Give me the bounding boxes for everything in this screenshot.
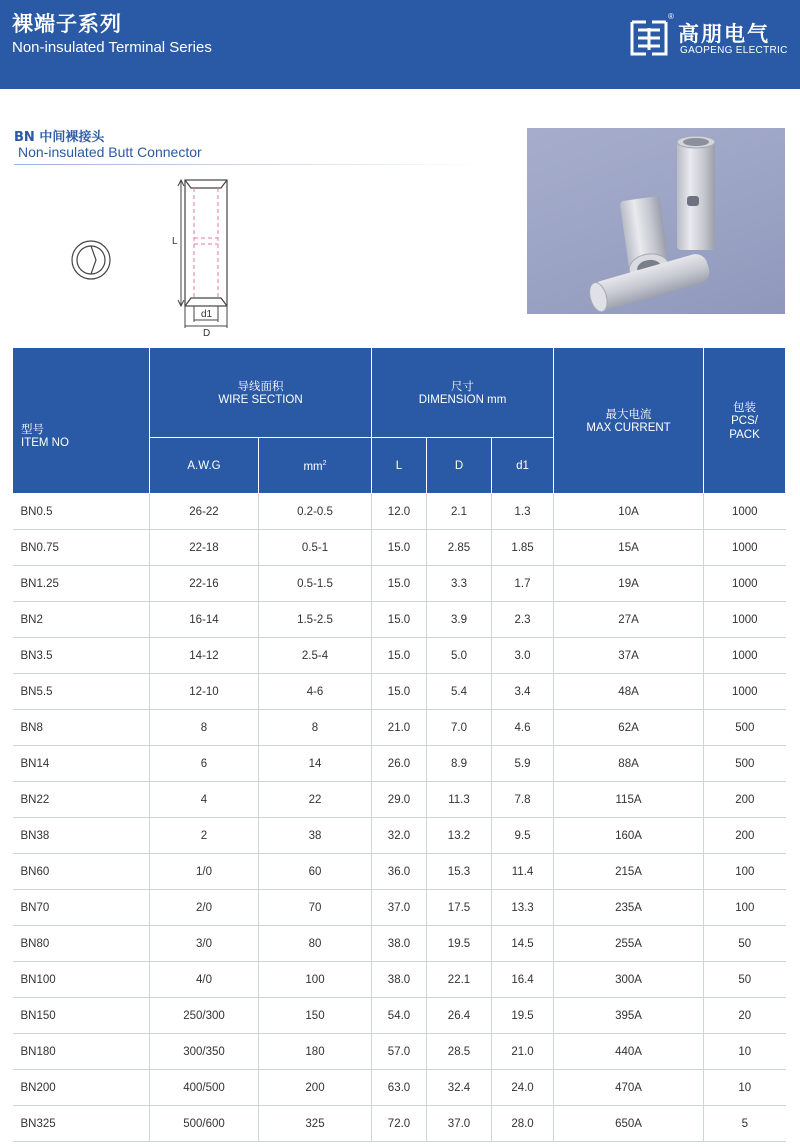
cell-mm2: 8	[259, 710, 372, 746]
cell-pack-qty: 1000	[704, 530, 786, 566]
cell-mm2: 2.5-4	[259, 638, 372, 674]
cell-awg: 2/0	[150, 890, 259, 926]
table-row	[13, 710, 786, 746]
header-d1: d1	[492, 438, 554, 494]
cell-mm2: 80	[259, 926, 372, 962]
cell-awg: 26-22	[150, 494, 259, 530]
cell-mm2: 200	[259, 1070, 372, 1106]
cell-pack-qty: 1000	[704, 566, 786, 602]
cell-awg: 1/0	[150, 854, 259, 890]
cell-length-L: 21.0	[372, 710, 427, 746]
cell-diameter-d1: 11.4	[492, 854, 554, 890]
cell-item-no: BN70	[13, 890, 150, 926]
cell-diameter-d1: 1.85	[492, 530, 554, 566]
table-row	[13, 782, 786, 818]
butt-connector-photo-icon	[527, 128, 785, 314]
cell-pack-qty: 1000	[704, 638, 786, 674]
table-row	[13, 602, 786, 638]
cell-max-current: 440A	[554, 1034, 704, 1070]
cell-awg: 250/300	[150, 998, 259, 1034]
cell-diameter-d1: 2.3	[492, 602, 554, 638]
cell-max-current: 37A	[554, 638, 704, 674]
cell-pack-qty: 1000	[704, 674, 786, 710]
cell-mm2: 14	[259, 746, 372, 782]
header-awg: A.W.G	[150, 438, 259, 494]
end-view-icon	[72, 241, 110, 279]
table-body	[13, 494, 786, 1142]
cell-diameter-d1: 16.4	[492, 962, 554, 998]
cell-diameter-d1: 4.6	[492, 710, 554, 746]
cell-diameter-D: 37.0	[427, 1106, 492, 1142]
registered-mark: ®	[668, 12, 674, 21]
cell-mm2: 100	[259, 962, 372, 998]
cell-awg: 22-16	[150, 566, 259, 602]
cell-mm2: 60	[259, 854, 372, 890]
cell-length-L: 15.0	[372, 674, 427, 710]
cell-max-current: 115A	[554, 782, 704, 818]
cell-diameter-D: 26.4	[427, 998, 492, 1034]
cell-diameter-D: 7.0	[427, 710, 492, 746]
cell-awg: 500/600	[150, 1106, 259, 1142]
cell-diameter-d1: 28.0	[492, 1106, 554, 1142]
cell-diameter-D: 13.2	[427, 818, 492, 854]
header-D: D	[427, 438, 492, 494]
cell-pack-qty: 1000	[704, 494, 786, 530]
cell-item-no: BN22	[13, 782, 150, 818]
cell-max-current: 255A	[554, 926, 704, 962]
cell-diameter-d1: 19.5	[492, 998, 554, 1034]
cell-length-L: 29.0	[372, 782, 427, 818]
cell-max-current: 15A	[554, 530, 704, 566]
label-L: L	[172, 236, 178, 247]
cell-awg: 3/0	[150, 926, 259, 962]
cell-max-current: 10A	[554, 494, 704, 530]
logo-mark-icon	[628, 16, 670, 60]
table-row	[13, 494, 786, 530]
cell-max-current: 48A	[554, 674, 704, 710]
cell-diameter-d1: 7.8	[492, 782, 554, 818]
header-dimension: 尺寸 DIMENSION mm	[372, 348, 554, 438]
cell-mm2: 70	[259, 890, 372, 926]
cell-item-no: BN0.75	[13, 530, 150, 566]
cell-max-current: 27A	[554, 602, 704, 638]
cell-pack-qty: 50	[704, 962, 786, 998]
cell-awg: 2	[150, 818, 259, 854]
cell-length-L: 26.0	[372, 746, 427, 782]
cell-diameter-D: 28.5	[427, 1034, 492, 1070]
cell-item-no: BN38	[13, 818, 150, 854]
cell-mm2: 0.5-1.5	[259, 566, 372, 602]
table-row	[13, 530, 786, 566]
cell-mm2: 150	[259, 998, 372, 1034]
cell-diameter-D: 5.0	[427, 638, 492, 674]
table-row	[13, 674, 786, 710]
cell-diameter-d1: 14.5	[492, 926, 554, 962]
cell-diameter-d1: 9.5	[492, 818, 554, 854]
cell-pack-qty: 20	[704, 998, 786, 1034]
cell-diameter-D: 22.1	[427, 962, 492, 998]
table-row	[13, 638, 786, 674]
cell-max-current: 62A	[554, 710, 704, 746]
cell-length-L: 15.0	[372, 638, 427, 674]
table-row	[13, 1070, 786, 1106]
cell-diameter-D: 5.4	[427, 674, 492, 710]
cell-item-no: BN3.5	[13, 638, 150, 674]
header-pack: 包装 PCS/ PACK	[704, 348, 786, 494]
cell-item-no: BN1.25	[13, 566, 150, 602]
cell-length-L: 37.0	[372, 890, 427, 926]
product-title-cn: BN 中间裸接头	[14, 130, 105, 145]
cell-diameter-d1: 3.4	[492, 674, 554, 710]
table-row	[13, 746, 786, 782]
cell-max-current: 650A	[554, 1106, 704, 1142]
cell-diameter-d1: 5.9	[492, 746, 554, 782]
table-row	[13, 962, 786, 998]
cell-diameter-D: 8.9	[427, 746, 492, 782]
cell-length-L: 15.0	[372, 530, 427, 566]
cell-diameter-D: 3.3	[427, 566, 492, 602]
cell-length-L: 36.0	[372, 854, 427, 890]
cell-item-no: BN14	[13, 746, 150, 782]
cell-diameter-d1: 1.3	[492, 494, 554, 530]
table-row	[13, 818, 786, 854]
cell-max-current: 470A	[554, 1070, 704, 1106]
cell-pack-qty: 500	[704, 710, 786, 746]
cell-awg: 16-14	[150, 602, 259, 638]
cell-diameter-D: 15.3	[427, 854, 492, 890]
cell-diameter-d1: 3.0	[492, 638, 554, 674]
cell-pack-qty: 10	[704, 1070, 786, 1106]
cell-mm2: 22	[259, 782, 372, 818]
product-title-en: Non-insulated Butt Connector	[18, 144, 202, 160]
header-L: L	[372, 438, 427, 494]
cell-max-current: 395A	[554, 998, 704, 1034]
cell-max-current: 88A	[554, 746, 704, 782]
page-header	[0, 0, 800, 89]
cell-length-L: 57.0	[372, 1034, 427, 1070]
cell-item-no: BN5.5	[13, 674, 150, 710]
cell-length-L: 63.0	[372, 1070, 427, 1106]
header-max-current: 最大电流 MAX CURRENT	[554, 348, 704, 494]
cell-diameter-d1: 24.0	[492, 1070, 554, 1106]
cell-max-current: 215A	[554, 854, 704, 890]
cell-mm2: 1.5-2.5	[259, 602, 372, 638]
label-D: D	[203, 328, 211, 339]
cell-awg: 4/0	[150, 962, 259, 998]
cell-length-L: 38.0	[372, 926, 427, 962]
cell-awg: 300/350	[150, 1034, 259, 1070]
cell-awg: 8	[150, 710, 259, 746]
cell-awg: 22-18	[150, 530, 259, 566]
table-row	[13, 1034, 786, 1070]
cell-mm2: 325	[259, 1106, 372, 1142]
cell-pack-qty: 1000	[704, 602, 786, 638]
cell-length-L: 15.0	[372, 566, 427, 602]
cell-diameter-D: 2.1	[427, 494, 492, 530]
cell-pack-qty: 10	[704, 1034, 786, 1070]
side-view-outline	[185, 180, 227, 306]
cell-mm2: 0.2-0.5	[259, 494, 372, 530]
table-row	[13, 566, 786, 602]
table-row	[13, 890, 786, 926]
inner-bore-lines	[194, 188, 218, 298]
cell-awg: 14-12	[150, 638, 259, 674]
cell-diameter-d1: 21.0	[492, 1034, 554, 1070]
cell-item-no: BN100	[13, 962, 150, 998]
cell-length-L: 72.0	[372, 1106, 427, 1142]
cell-max-current: 235A	[554, 890, 704, 926]
brand-name-cn: 高朋电气	[678, 22, 770, 46]
cell-item-no: BN60	[13, 854, 150, 890]
cell-pack-qty: 50	[704, 926, 786, 962]
table-row	[13, 926, 786, 962]
cell-item-no: BN8	[13, 710, 150, 746]
cell-item-no: BN80	[13, 926, 150, 962]
table-row	[13, 998, 786, 1034]
cell-mm2: 180	[259, 1034, 372, 1070]
cell-item-no: BN0.5	[13, 494, 150, 530]
cell-length-L: 15.0	[372, 602, 427, 638]
cell-diameter-d1: 1.7	[492, 566, 554, 602]
cell-max-current: 19A	[554, 566, 704, 602]
cell-diameter-d1: 13.3	[492, 890, 554, 926]
cell-item-no: BN200	[13, 1070, 150, 1106]
cell-pack-qty: 100	[704, 890, 786, 926]
series-title-en: Non-insulated Terminal Series	[12, 39, 212, 56]
company-logo	[628, 14, 793, 64]
cell-length-L: 38.0	[372, 962, 427, 998]
header-item-no: 型号 ITEM NO	[13, 348, 150, 494]
cell-mm2: 38	[259, 818, 372, 854]
cell-pack-qty: 200	[704, 818, 786, 854]
cell-pack-qty: 500	[704, 746, 786, 782]
brand-name-en: GAOPENG ELECTRIC	[680, 45, 788, 56]
cell-length-L: 12.0	[372, 494, 427, 530]
section-divider	[14, 164, 484, 165]
cell-pack-qty: 100	[704, 854, 786, 890]
cell-awg: 4	[150, 782, 259, 818]
cell-mm2: 4-6	[259, 674, 372, 710]
cell-item-no: BN180	[13, 1034, 150, 1070]
cell-mm2: 0.5-1	[259, 530, 372, 566]
cell-max-current: 300A	[554, 962, 704, 998]
dimension-L	[178, 180, 184, 306]
cell-diameter-D: 3.9	[427, 602, 492, 638]
cell-awg: 400/500	[150, 1070, 259, 1106]
cell-diameter-D: 19.5	[427, 926, 492, 962]
connector-drawing	[60, 170, 260, 340]
cell-diameter-D: 11.3	[427, 782, 492, 818]
cell-length-L: 32.0	[372, 818, 427, 854]
specification-table	[12, 347, 786, 1142]
cell-pack-qty: 200	[704, 782, 786, 818]
product-photo	[527, 128, 785, 314]
cell-pack-qty: 5	[704, 1106, 786, 1142]
series-title-cn: 裸端子系列	[12, 12, 122, 36]
table-row	[13, 854, 786, 890]
header-wire-section: 导线面积 WIRE SECTION	[150, 348, 372, 438]
header-mm2: $mm^2$	[259, 438, 372, 494]
table-row	[13, 1106, 786, 1142]
cell-item-no: BN325	[13, 1106, 150, 1142]
cell-awg: 12-10	[150, 674, 259, 710]
cell-item-no: BN150	[13, 998, 150, 1034]
cell-max-current: 160A	[554, 818, 704, 854]
cell-diameter-D: 32.4	[427, 1070, 492, 1106]
label-d1: d1	[201, 309, 213, 320]
cell-length-L: 54.0	[372, 998, 427, 1034]
cell-awg: 6	[150, 746, 259, 782]
cell-diameter-D: 2.85	[427, 530, 492, 566]
cell-item-no: BN2	[13, 602, 150, 638]
cell-diameter-D: 17.5	[427, 890, 492, 926]
